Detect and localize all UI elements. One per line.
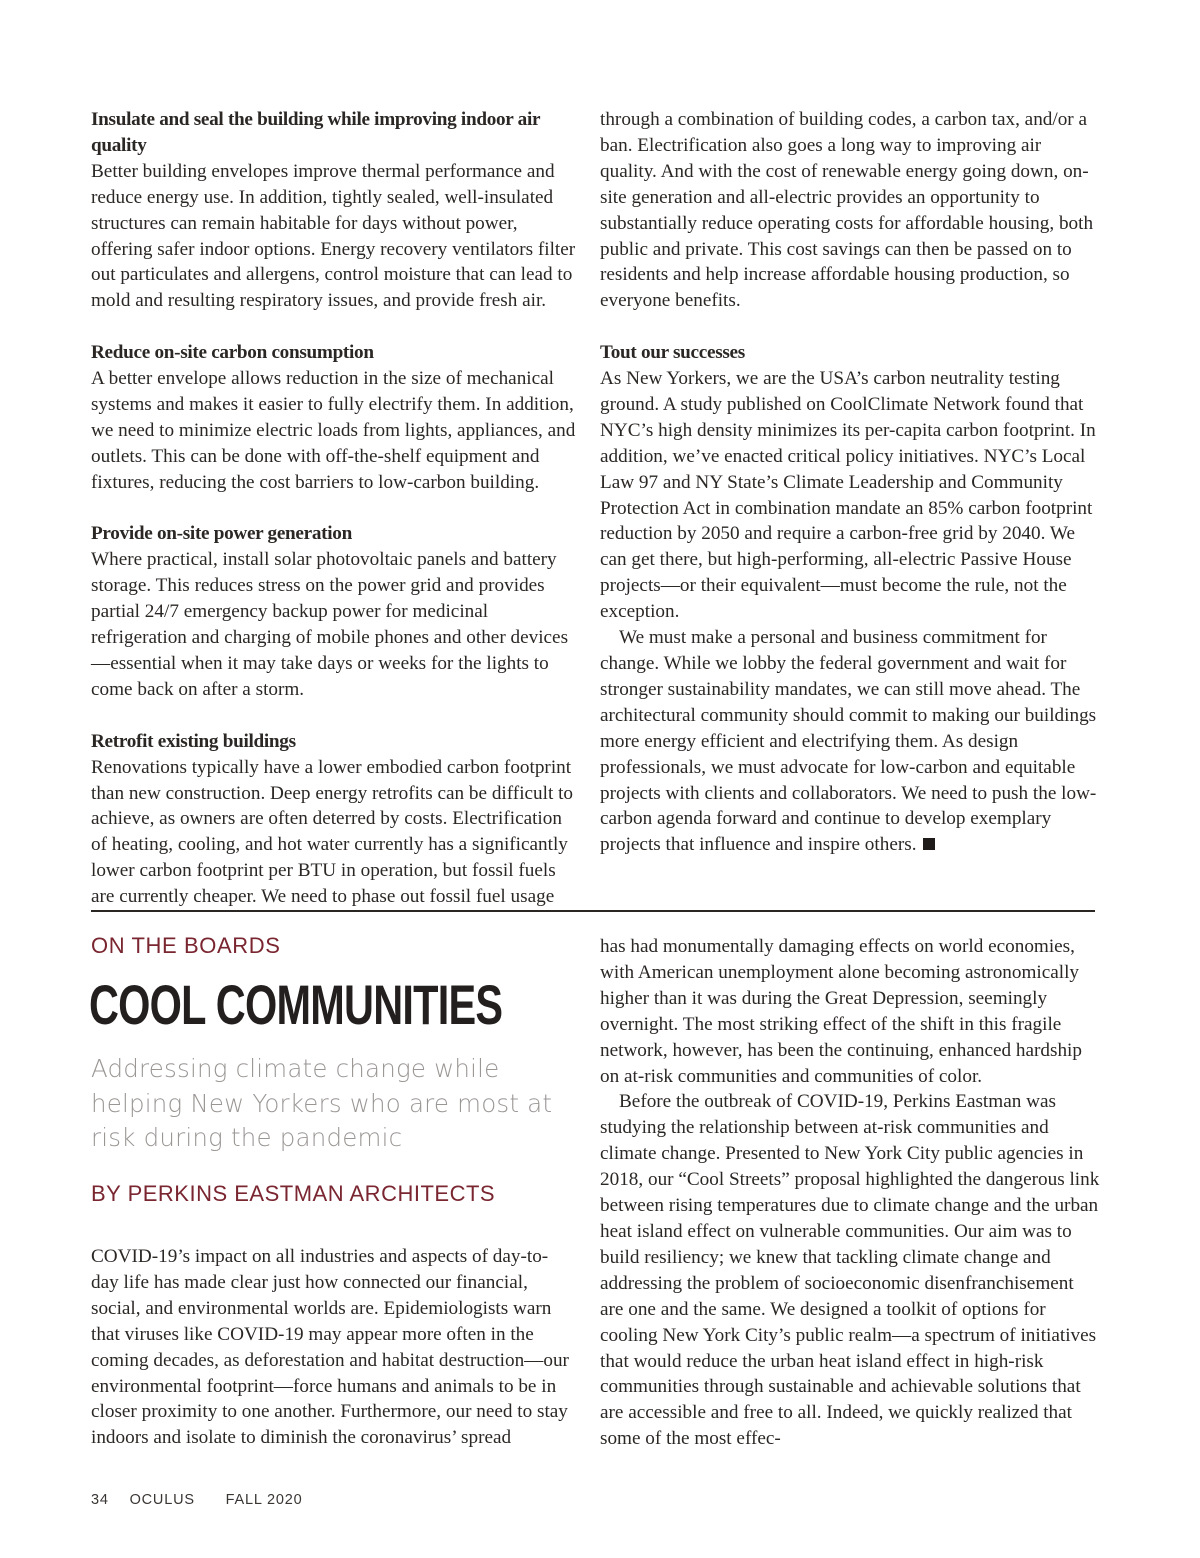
article-headline: COOL COMMUNITIES [89, 973, 503, 1036]
page-footer [91, 1492, 302, 1508]
section-retrofit [91, 729, 581, 910]
end-of-article-square-icon [923, 838, 935, 850]
section-reduce-carbon [91, 340, 581, 495]
closing-text: We must make a personal and business commitment for change. While we lobby the federal government and wait for stronger sustainability mandates, we can still move ahead. The architectural community should commit to making our buildings more energy efficient and electrifying them. As design professionals, we must advocate for low-carbon and equitable projects with clients and collaborators. We need to push the low-carbon agenda forward and continue to develop exemplary projects that influence and inspire others. [600, 627, 1097, 856]
article-body-left [91, 1244, 571, 1451]
paragraph: has had monumentally damaging effects on world economies, with American unemployment alone becoming astronomically higher than it was during the Great Depression, seemingly overnight. The most striking effect of the shift in this fragile network, however, has been the continuing, enhanced hardship on at-risk communities and communities of color. [600, 936, 1082, 1087]
section-body: As New Yorkers, we are the USA’s carbon neutrality testing ground. A study published on CoolClimate Network found that NYC’s high density minimizes its per-capita carbon footprint. In addition, we’ve enacted critical policy initiatives. NYC’s Local Law 97 and NY State’s Climate Leadership and Community Protection Act in combination mandate an 85% carbon footprint reduction by 2050 and require a carbon-free grid by 2040. We can get there, but high-performing, all-electric Passive House projects—or their equivalent—must become the rule, not the exception. [600, 368, 1096, 623]
article-byline: BY PERKINS EASTMAN ARCHITECTS [91, 1181, 496, 1206]
paragraph: through a combination of building codes, a carbon tax, and/or a ban. Electrification also goes a long way to improving air quality. And with the cost of renewable energy going down, on-site generation and all-electric provides an opportunity to substantially reduce operating costs for affordable housing, both public and private. This cost savings can then be passed on to residents and help increase affordable housing production, so everyone benefits. [600, 109, 1094, 312]
closing-paragraph [600, 625, 1100, 858]
article-body-right [600, 934, 1100, 1452]
top-right-column [600, 107, 1100, 858]
section-heading: Insulate and seal the building while improving indoor air quality [91, 109, 540, 156]
paragraph: Before the outbreak of COVID-19, Perkins Eastman was studying the relationship between at-risk communities and climate change. Presented to New York City public agencies in 2018, our “Cool Streets” proposal highlighted the dangerous link between rising temperatures due to climate change and the urban heat island effect on vulnerable communities. Our aim was to build resiliency; we knew that tackling climate change and addressing the problem of socioeconomic disenfranchisement are one and the same. We designed a toolkit of options for cooling New York City’s public realm—a spectrum of initiatives that would reduce the urban heat island effect in high-risk communities through sustainable and achievable solutions that are accessible and free to all. Indeed, we quickly realized that some of the most effec- [600, 1091, 1100, 1450]
section-heading: Provide on-site power generation [91, 523, 352, 545]
article-kicker: ON THE BOARDS [91, 933, 281, 958]
section-body: Better building envelopes improve thermal performance and reduce energy use. In addition, tightly sealed, well-insulated structures can remain habitable for days without power, offering safer indoor options. Energy recovery ventilators filter out particulates and allergens, control moisture that can lead to mold and resulting respiratory issues, and provide fresh air. [91, 160, 576, 312]
section-body: A better envelope allows reduction in the size of mechanical systems and makes it easier to fully electrify them. In addition, we need to minimize electric loads from lights, appliances, and outlets. This can be done with off-the-shelf equipment and fixtures, reducing the cost barriers to low-carbon building. [91, 368, 576, 493]
section-body: Renovations typically have a lower embodied carbon footprint than new construction. Deep energy retrofits can be difficult to achieve, as owners are often deterred by costs. Electrification of heating, cooling, and hot water currently has a significantly lower carbon footprint per BTU in operation, but fossil fuels are currently cheaper. We need to phase out fossil fuel usage [91, 756, 574, 908]
section-heading: Retrofit existing buildings [91, 730, 296, 752]
section-body: Where practical, install solar photovoltaic panels and battery storage. This reduces stress on the power grid and provides partial 24/7 emergency backup power for medicinal refrigeration and charging of mobile phones and other devices—essential when it may take days or weeks for the lights to come back on after a storm. [91, 549, 569, 700]
section-divider [91, 910, 1095, 912]
publication-name: OCULUS [129, 1492, 195, 1508]
top-left-column [91, 107, 581, 910]
section-insulate [91, 107, 581, 314]
article-deck: Addressing climate change while helping New Yorkers who are most at risk during the pandemic [91, 1054, 553, 1152]
issue-date: FALL 2020 [225, 1492, 303, 1508]
section-tout-successes [600, 340, 1100, 858]
section-power-generation [91, 521, 581, 702]
section-heading: Tout our successes [600, 342, 745, 364]
section-heading: Reduce on-site carbon consumption [91, 342, 374, 364]
paragraph: COVID-19’s impact on all industries and aspects of day-to-day life has made clear just how connected our financial, social, and environmental worlds are. Epidemiologists warn that viruses like COVID-19 may appear more often in the coming decades, as deforestation and habitat destruction—our environmental footprint—force humans and animals to be in closer proximity to one another. Furthermore, our need to stay indoors and isolate to diminish the coronavirus’ spread [91, 1246, 569, 1449]
continuation-paragraph [600, 107, 1100, 314]
page-number: 34 [91, 1492, 109, 1508]
